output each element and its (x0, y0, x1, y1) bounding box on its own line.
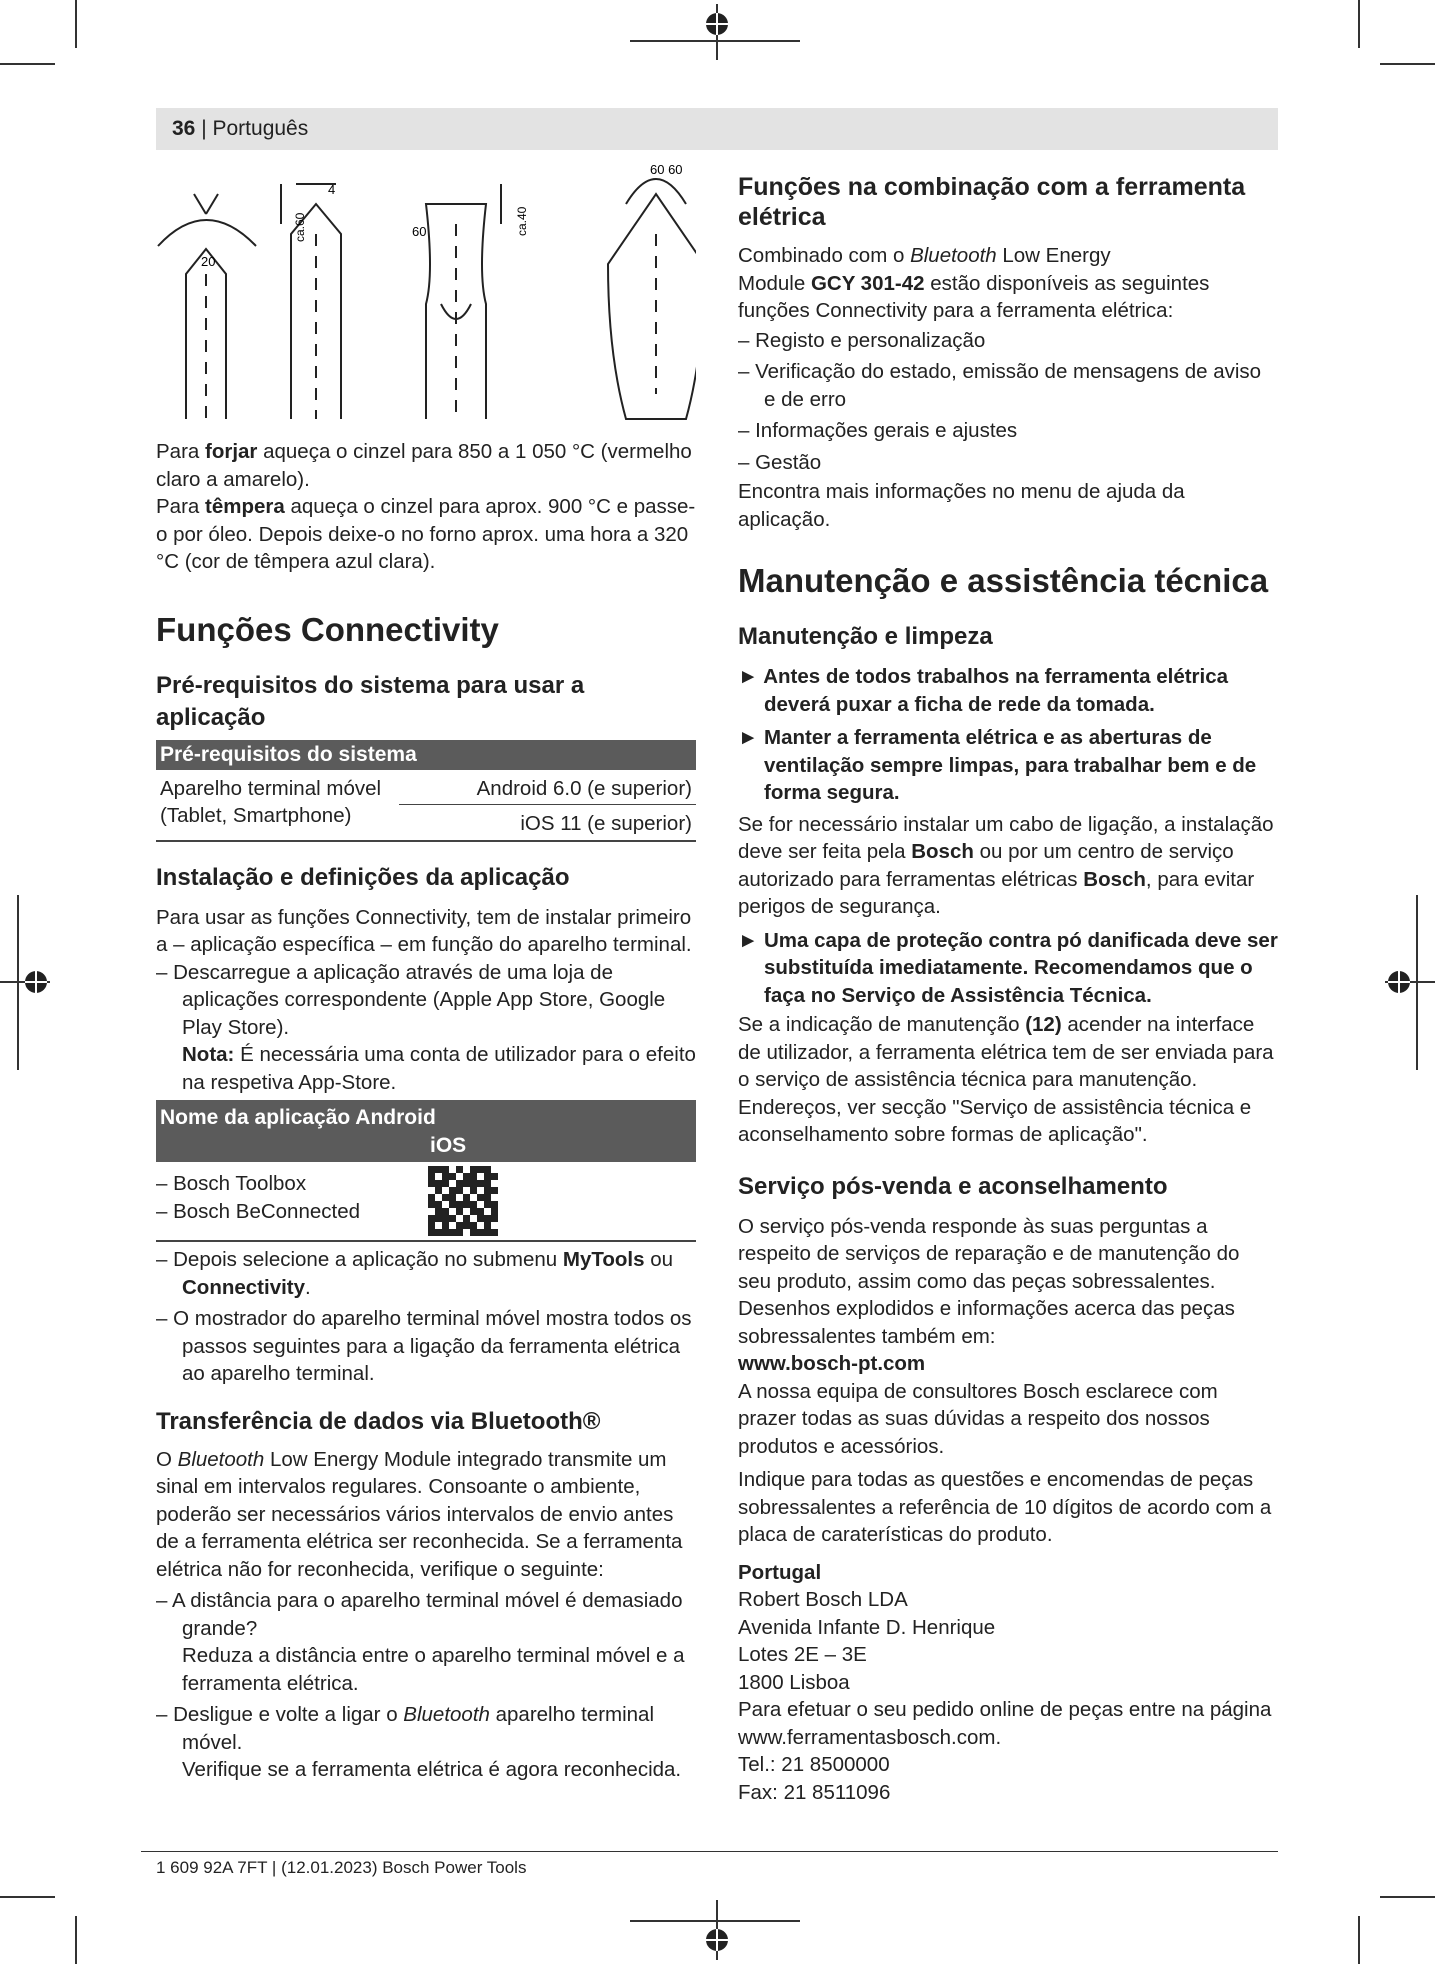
chisel-figure (156, 164, 696, 434)
install-intro: Para usar as funções Connectivity, tem de instalar primeiro a – aplicação específica – em função do aparelho terminal. (156, 905, 692, 956)
service-url[interactable]: www.bosch-pt.com (738, 1352, 926, 1375)
address-line: 1800 Lisboa (738, 1670, 850, 1694)
service-paragraph-1: O serviço pós-venda responde às suas perguntas a respeito de serviços de reparação e de manutenção do seu produto, assim como das peças sobressalentes. Desenhos explodidos e informações acerca das peças sobressalentes também em: (738, 1214, 1240, 1348)
bluetooth-check-1: – A distância para o aparelho terminal móvel é demasiado grande? Reduza a distância entre o aparelho terminal móvel e a ferramenta elétrica. (156, 1589, 685, 1695)
install-step-1: – Descarregue a aplicação através de uma loja de aplicações correspondente (Apple App Store, Google Play Store). Nota: É necessária uma conta de utilizador para o efeito na respetiva App-Store. (156, 960, 696, 1094)
sysreq-ios: iOS 11 (e superior) (520, 812, 692, 835)
bluetooth-paragraph: O Bluetooth Low Energy Module integrado transmite um sinal em intervalos regulares. Consoante o ambiente, poderão ser necessários vários intervalos de envio antes de a ferramenta elétrica ser reconhecida. Se a ferramenta elétrica não for reconhecida, verifique o seguinte: (156, 1447, 683, 1581)
service-title: Serviço pós-venda e aconselhamento (738, 1172, 1168, 1200)
sysreq-android: Android 6.0 (e superior) (399, 770, 696, 806)
bluetooth-check-2: – Desligue e volte a ligar o Bluetooth aparelho terminal móvel. Verifique se a ferramenta elétrica é agora reconhecida. (156, 1703, 682, 1781)
fig-label-60: 60 (412, 224, 427, 239)
function-item: – Verificação do estado, emissão de mensagens de aviso e de erro (738, 360, 1262, 411)
app-table-header-ios: iOS (430, 1134, 467, 1157)
footer-rule (141, 1851, 1278, 1852)
cleaning-title: Manutenção e limpeza (738, 623, 993, 650)
page-language: Português (212, 117, 309, 140)
function-item: – Registo e personalização (738, 328, 986, 352)
forge-paragraph: Para forjar aqueça o cinzel para 850 a 1 050 °C (vermelho claro a amarelo). (156, 440, 692, 491)
address-line: Avenida Infante D. Henrique (738, 1615, 996, 1639)
fig-label-ca60: ca.60 (293, 212, 307, 242)
function-item: – Informações gerais e ajustes (738, 419, 1018, 442)
maintenance-title: Manutenção e assistência técnica (738, 562, 1269, 599)
address-line: Lotes 2E – 3E (738, 1643, 867, 1666)
sysreq-table (156, 740, 696, 842)
fig-label-ca40: ca.40 (515, 206, 529, 236)
address-line: Robert Bosch LDA (738, 1588, 908, 1611)
function-item: – Gestão (738, 450, 822, 474)
warning-clean: ► Manter a ferramenta elétrica e as aberturas de ventilação sempre limpas, para trabalhar bem e de forma segura. (738, 726, 1257, 804)
country-heading: Portugal (738, 1560, 822, 1584)
footer-text: 1 609 92A 7FT | (12.01.2023) Bosch Power Tools (156, 1858, 527, 1877)
sysreq-table-header: Pré-requisitos do sistema (156, 740, 696, 770)
install-step-2: – Depois selecione a aplicação no submenu MyTools ou Connectivity. (156, 1248, 673, 1299)
functions-intro-2: Module GCY 301-42 estão disponíveis as seguintes funções Connectivity para a ferramenta elétrica: (738, 271, 1210, 322)
app-table (156, 1100, 696, 1242)
functions-more-info: Encontra mais informações no menu de ajuda da aplicação. (738, 480, 1185, 531)
warning-unplug: ► Antes de todos trabalhos na ferramenta elétrica deverá puxar a ficha de rede da tomada. (738, 665, 1229, 716)
app-table-header-android: Nome da aplicação Android (160, 1106, 436, 1129)
right-column (738, 172, 1278, 1806)
service-paragraph-2: A nossa equipa de consultores Bosch esclarece com prazer todas as suas dúvidas a respeito dos nossos produtos e acessórios. (738, 1379, 1218, 1458)
app-item-toolbox: – Bosch Toolbox (156, 1172, 307, 1195)
install-step-3: – O mostrador do aparelho terminal móvel mostra todos os passos seguintes para a ligação da ferramenta elétrica ao aparelho terminal. (156, 1307, 692, 1385)
install-title: Instalação e definições da aplicação (156, 863, 570, 891)
left-column (156, 164, 696, 1784)
functions-title: Funções na combinação com a ferramenta elétrica (738, 173, 1246, 231)
connectivity-title: Funções Connectivity (156, 610, 499, 648)
fig-label-4: 4 (328, 182, 336, 197)
page-number: 36 (172, 117, 196, 140)
address-line: Fax: 21 8511096 (738, 1780, 891, 1804)
indicator-paragraph: Se a indicação de manutenção (12) acender na interface de utilizador, a ferramenta elétrica tem de ser enviada para o serviço de assistência técnica para manutenção. Endereços, ver secção "Serviço de assistência técnica e aconselhamento sobre formas de aplicação". (738, 1013, 1274, 1146)
temper-paragraph: Para têmpera aqueça o cinzel para aprox. 900 °C e passe-o por óleo. Depois deixe-o no forno aprox. uma hora a 320 °C (cor de têmpera azul clara). (156, 495, 696, 573)
qr-code (428, 1166, 498, 1236)
warning-dust-cap: ► Uma capa de proteção contra pó danificada deve ser substituída imediatamente. Recomendamos que o faça no Serviço de Assistência Técnica. (738, 928, 1278, 1007)
functions-intro-1: Combinado com o Bluetooth Low Energy (738, 244, 1111, 267)
address-line: Tel.: 21 8500000 (738, 1753, 890, 1776)
page-header: 36 | Português (156, 108, 1278, 150)
sysreq-title: Pré-requisitos do sistema para usar a aplicação (156, 671, 585, 731)
fig-label-20: 20 (201, 254, 216, 269)
service-paragraph-3: Indique para todas as questões e encomendas de peças sobressalentes a referência de 10 dígitos de acordo com a placa de caraterísticas do produto. (738, 1468, 1272, 1546)
bluetooth-title: Transferência de dados via Bluetooth® (156, 1407, 601, 1435)
fig-label-6060: 60 60 (650, 164, 683, 177)
address-line: Para efetuar o seu pedido online de peças entre na página www.ferramentasbosch.com. (738, 1698, 1272, 1749)
app-item-beconnected: – Bosch BeConnected (156, 1199, 361, 1223)
cable-paragraph: Se for necessário instalar um cabo de ligação, a instalação deve ser feita pela Bosch ou por um centro de serviço autorizado para ferramentas elétricas Bosch, para evitar perigos de segurança. (738, 812, 1274, 918)
sysreq-device: Aparelho terminal móvel (Tablet, Smartphone) (160, 776, 382, 827)
